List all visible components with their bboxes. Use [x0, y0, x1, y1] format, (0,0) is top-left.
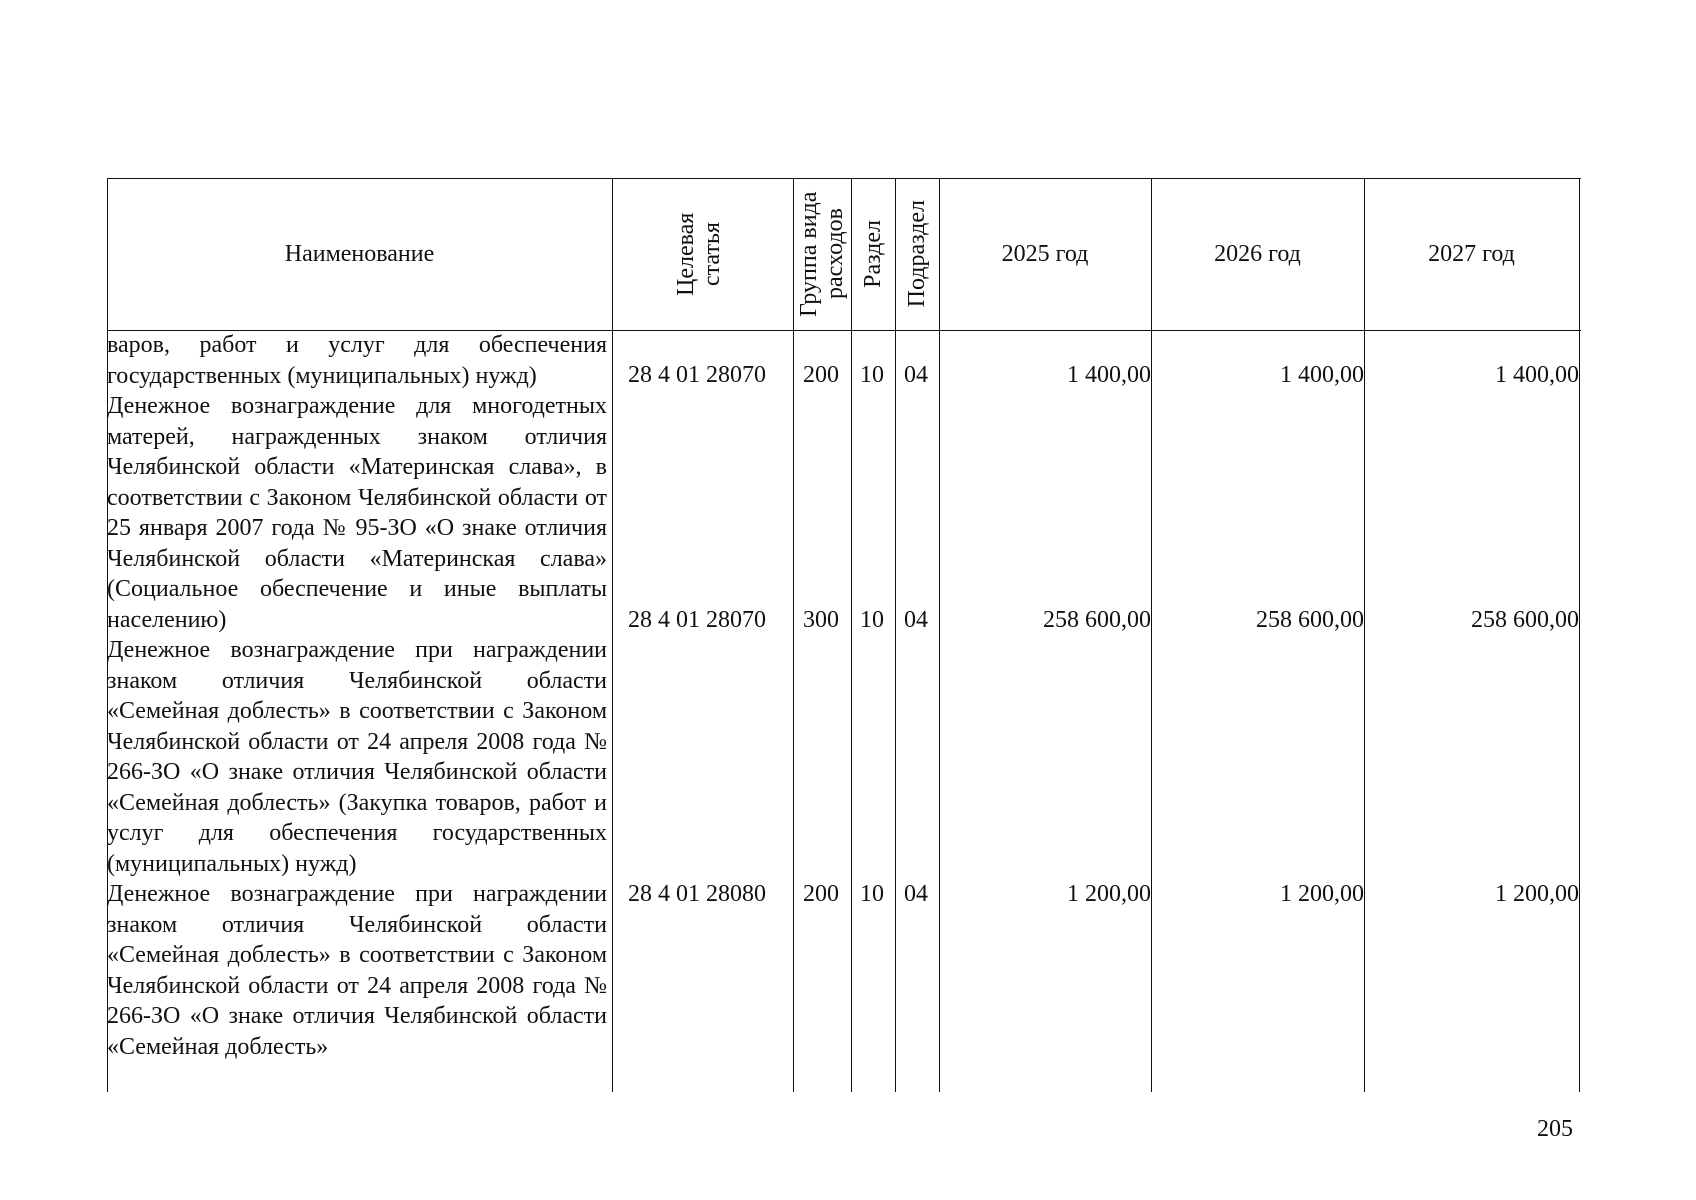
row-name: варов, работ и услуг для обеспечения государственных (муниципальных) нужд): [107, 332, 607, 389]
row-name: Денежное вознаграждение при награждении знаком отличия Челябинской области «Семейная доблесть» в соответствии с Законом Челябинской области от 24 апреля 2008 года № 266-ЗО «О знаке отличия Челябинской области «Семейная доблесть» (Закупка товаров, работ и услуг для обеспечения государственных (муниципальных) нужд): [107, 637, 607, 877]
value-2026: 1 400,00: [1280, 362, 1364, 388]
header-expense-group: Группа вида расходов: [796, 191, 848, 317]
value-2026: 258 600,00: [1256, 607, 1364, 633]
value-2027: 1 200,00: [1495, 881, 1579, 907]
value-2025: 1 200,00: [1067, 881, 1151, 907]
page-number: 205: [1537, 1116, 1573, 1142]
subsection: 04: [904, 881, 928, 907]
section: 10: [860, 607, 884, 633]
value-2027: 1 400,00: [1495, 362, 1579, 388]
subsection: 04: [904, 607, 928, 633]
value-2025: 258 600,00: [1043, 607, 1151, 633]
row-name: Денежное вознаграждение для многодетных матерей, награжденных знаком отличия Челябинской области «Материнская слава», в соответствии с Законом Челябинской области от 25 января 2007 года № 95-ЗО «О знаке отличия Челябинской области «Материнская слава» (Социальное обеспечение и иные выплаты населению): [107, 393, 607, 633]
subsection: 04: [904, 362, 928, 388]
header-2025: 2025 год: [1001, 240, 1089, 267]
target-article: 28 4 01 28080: [628, 881, 766, 907]
header-subsection: Подраздел: [904, 200, 930, 308]
target-article: 28 4 01 28070: [628, 607, 766, 633]
expense-group: 200: [803, 881, 839, 907]
budget-table: [107, 178, 1581, 1092]
row-name: Денежное вознаграждение при награждении знаком отличия Челябинской области «Семейная доблесть» в соответствии с Законом Челябинской области от 24 апреля 2008 года № 266-ЗО «О знаке отличия Челябинской области «Семейная доблесть»: [107, 881, 607, 1060]
target-article: 28 4 01 28070: [628, 362, 766, 388]
header-name: Наименование: [284, 240, 435, 267]
name-column: [107, 330, 607, 1062]
header-section: Раздел: [860, 220, 886, 288]
section: 10: [860, 881, 884, 907]
header-2027: 2027 год: [1428, 240, 1515, 267]
section: 10: [860, 362, 884, 388]
value-2025: 1 400,00: [1067, 362, 1151, 388]
value-2027: 258 600,00: [1471, 607, 1579, 633]
value-2026: 1 200,00: [1280, 881, 1364, 907]
header-2026: 2026 год: [1214, 240, 1301, 267]
expense-group: 200: [803, 362, 839, 388]
header-target-article: Целевая статья: [672, 212, 725, 296]
expense-group: 300: [803, 607, 839, 633]
